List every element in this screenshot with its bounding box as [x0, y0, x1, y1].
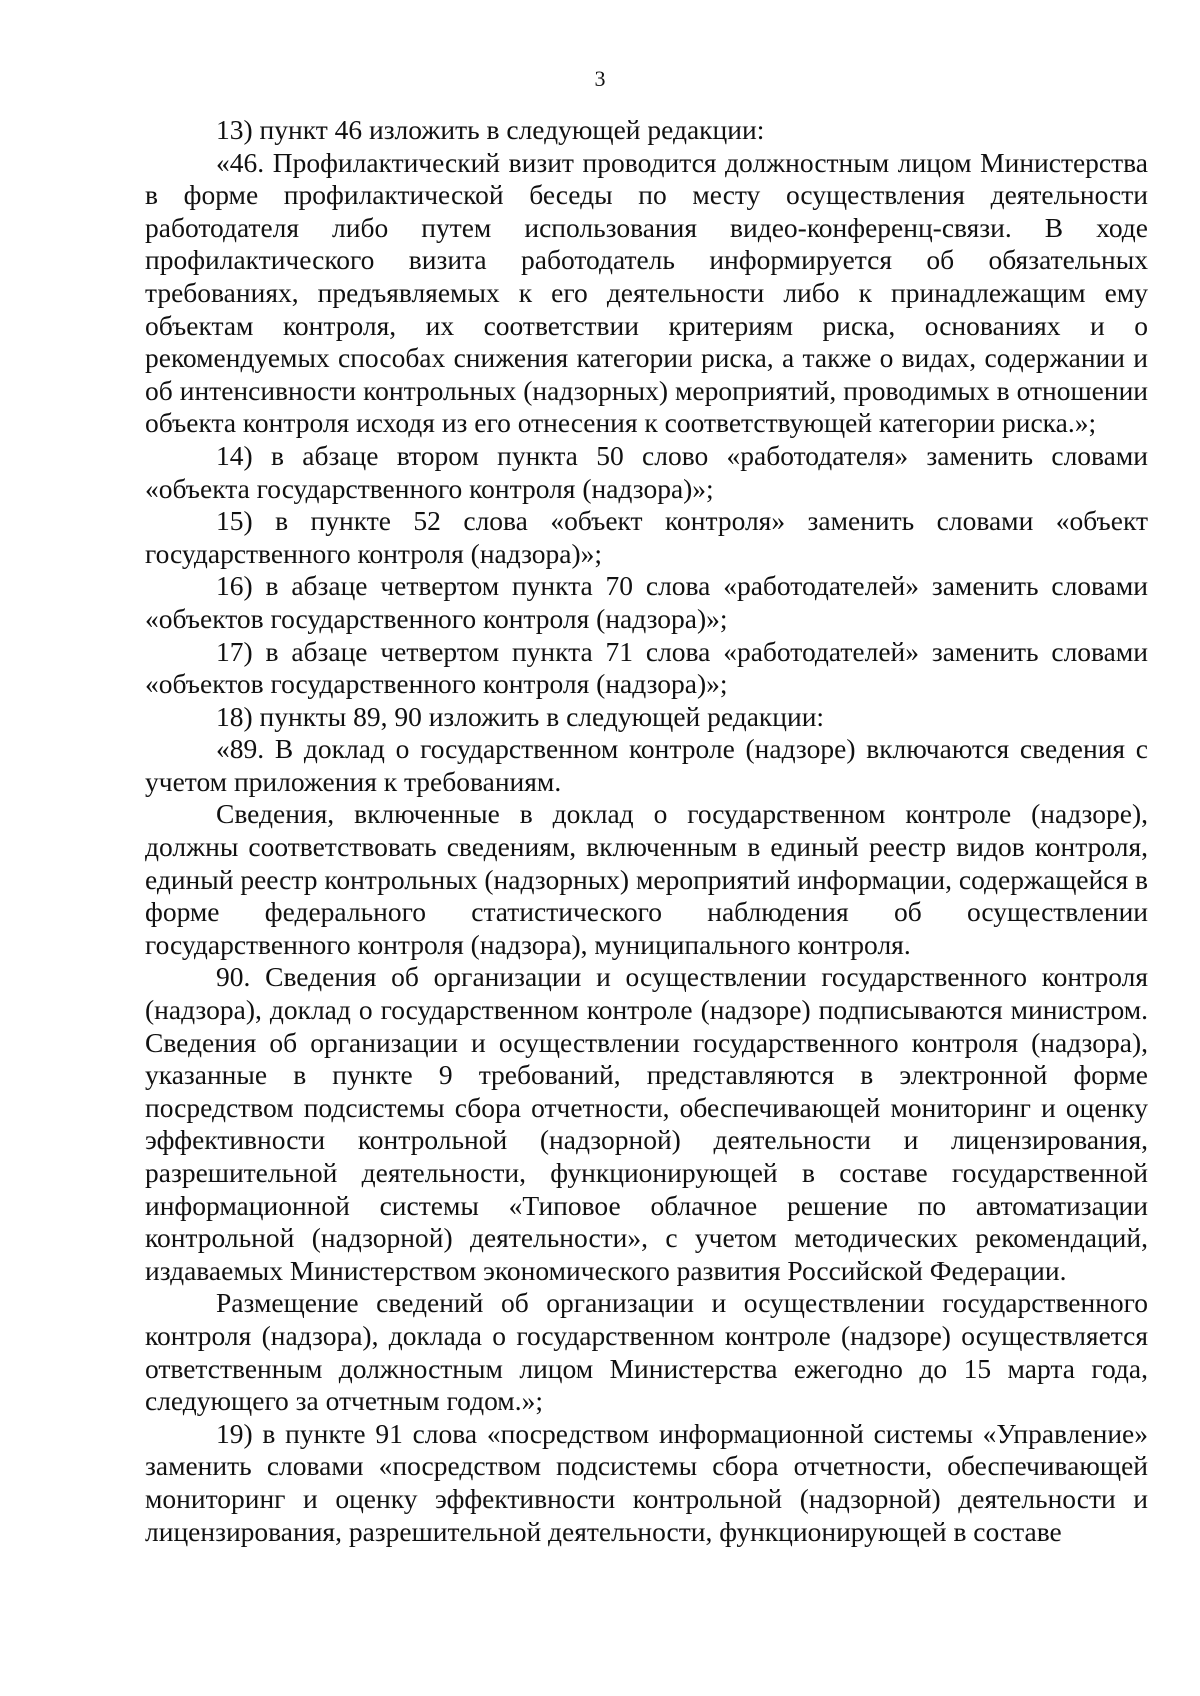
paragraph-item-19: 19) в пункте 91 слова «посредством информационной системы «Управление» заменить словами «посредством подсистемы сбора отчетности, обеспечивающей мониторинг и оценку эффективности контрольной (надзорной) деятельности и лицензирования, разрешительной деятельности, функционирующей в составе [145, 1417, 1148, 1547]
document-body [145, 114, 1148, 1548]
paragraph-item-13: 13) пункт 46 изложить в следующей редакции: [216, 114, 765, 145]
paragraph-clause-90: 90. Сведения об организации и осуществлении государственного контроля (надзора), доклад о государственном контроле (надзоре) подписываются министром. Сведения об организации и осуществлении государственного контроля (надзора), указанные в пункте 9 требований, представляются в электронной форме посредством подсистемы сбора отчетности, обеспечивающей мониторинг и оценку эффективности контрольной (надзорной) деятельности и лицензирования, разрешительной деятельности, функционирующей в составе государственной информационной системы «Типовое облачное решение по автоматизации контрольной (надзорной) деятельности», с учетом методических рекомендаций, издаваемых Министерством экономического развития Российской Федерации. [145, 961, 1148, 1286]
paragraph-item-15: 15) в пункте 52 слова «объект контроля» заменить словами «объект государственного контроля (надзора)»; [145, 505, 1148, 569]
paragraph-item-17: 17) в абзаце четвертом пункта 71 слова «работодателей» заменить словами «объектов государственного контроля (надзора)»; [145, 635, 1148, 700]
paragraph-clause-89: «89. В доклад о государственном контроле (надзоре) включаются сведения с учетом приложения к требованиям. [145, 733, 1148, 797]
paragraph-item-18: 18) пункты 89, 90 изложить в следующей редакции: [216, 700, 825, 732]
paragraph-item-16: 16) в абзаце четвертом пункта 70 слова «работодателей» заменить словами «объектов государственного контроля (надзора)»; [145, 570, 1148, 634]
paragraph-item-14: 14) в абзаце втором пункта 50 слово «работодателя» заменить словами «объекта государственного контроля (надзора)»; [145, 439, 1148, 504]
paragraph-clause-46: «46. Профилактический визит проводится должностным лицом Министерства в форме профилактической беседы по месту осуществления деятельности работодателя либо путем использования видео-конференц-связи. В ходе профилактического визита работодатель информируется об обязательных требованиях, предъявляемых к его деятельности либо к принадлежащим ему объектам контроля, их соответствии критериям риска, основаниях и о рекомендуемых способах снижения категории риска, а также о видах, содержании и об интенсивности контрольных (надзорных) мероприятий, проводимых в отношении объекта контроля исходя из его отнесения к соответствующей категории риска.»; [145, 146, 1148, 439]
page-number: 3 [594, 66, 606, 91]
paragraph-clause-90-part-2: Размещение сведений об организации и осуществлении государственного контроля (надзора), доклада о государственном контроле (надзоре) осуществляется ответственным должностным лицом Министерства ежегодно до 15 марта года, следующего за отчетным годом.»; [145, 1287, 1148, 1417]
paragraph-clause-89-part-2: Сведения, включенные в доклад о государственном контроле (надзоре), должны соответствовать сведениям, включенным в единый реестр видов контроля, единый реестр контрольных (надзорных) мероприятий информации, содержащейся в форме федерального статистического наблюдения об осуществлении государственного контроля (надзора), муниципального контроля. [145, 798, 1149, 960]
